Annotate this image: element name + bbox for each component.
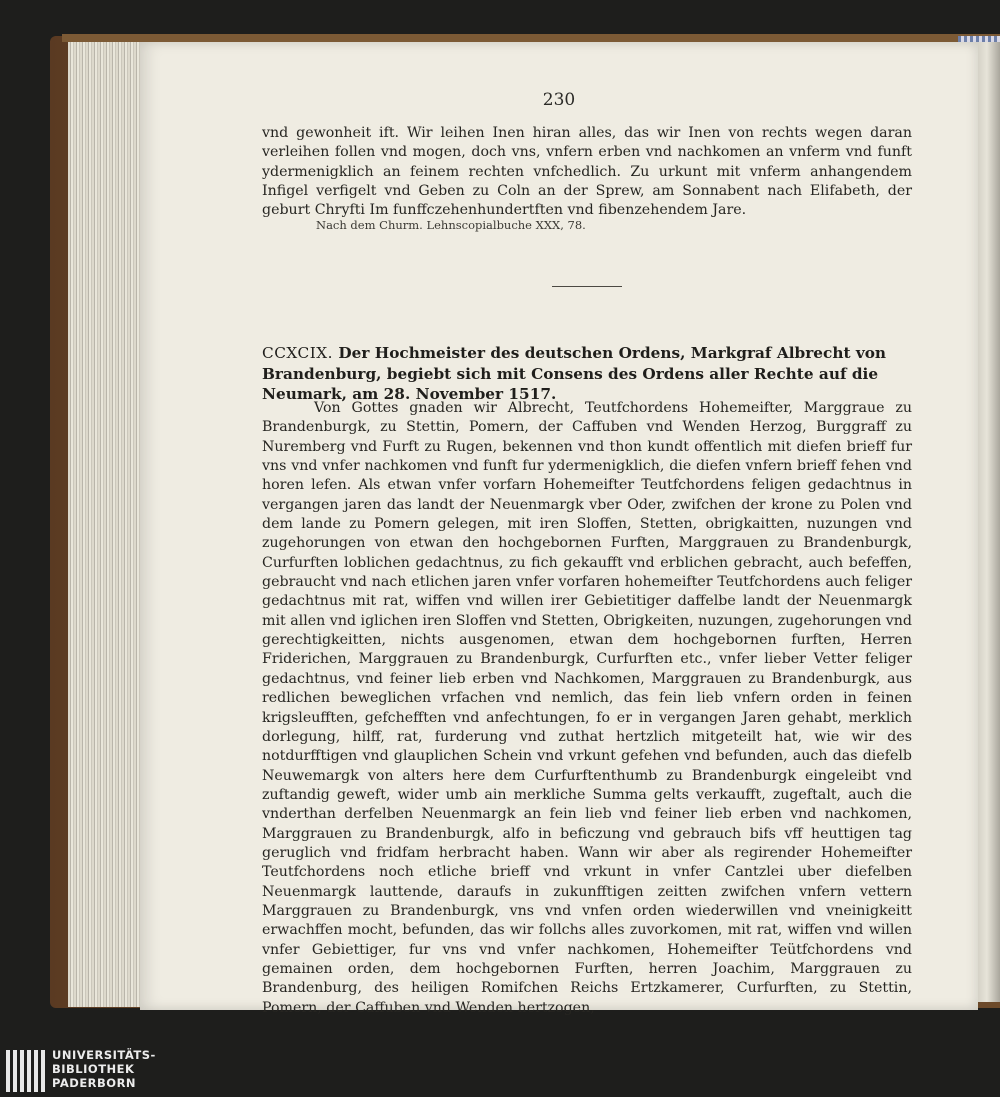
- main-paragraph: Von Gottes gnaden wir Albrecht, Teutfchordens Hohemeifter, Marggraue zu Brandenburgk, zu Stettin, Pomern, der Caffuben vnd Wenden Herzog, Burggraff zu Nuremberg vnd Furft zu Rugen, bekennen vnd thon kundt offentlich mit diefen brieff fur vns vnd vnfer nachkomen vnd funft fur ydermenigklich, die diefen vnfern brieff fehen vnd horen lefen. Als etwan vnfer vorfarn Hohemeifter Teutfchordens feligen gedachtnus in vergangen jaren das landt der Neuenmargk vber Oder, zwifchen der krone zu Polen vnd dem lande zu Pomern gelegen, mit iren Sloffen, Stetten, obrigkaitten, nuzungen vnd zugehorungen von etwan den hochgebornen Furften, Marggrauen zu Brandenburgk, Curfurften loblichen gedachtnus, zu fich gekaufft vnd erblichen gebracht, auch befeffen, gebraucht vnd nach etlichen jaren vnfer vorfaren hohemeifter Teutfchordens auch feliger gedachtnus mit rat, wiffen vnd willen irer Gebietitiger daffelbe landt der Neuenmargk mit allen vnd iglichen iren Sloffen vnd Stetten, Obrigkeiten, nuzungen, zugehorungen vnd gerechtigkeitten, nichts ausgenomen, etwan dem hochgebornen furften, Herren Friderichen, Marggrauen zu Brandenburgk, Curfurften etc., vnfer lieber Vetter feliger gedachtnus, vnd feiner lieb erben vnd Nachkomen, Marggrauen zu Brandenburgk, aus redlichen beweglichen vrfachen vnd nemlich, das fein lieb vnfern orden in feinen krigsleufften, gefchefften vnd anfechtungen, fo er in vergangen Jaren gehabt, merklich dorlegung, hilff, rat, furderung vnd zuthat hertzlich mitgeteilt hat, wie wir des notdurfftigen vnd glauplichen Schein vnd vrkunt gefehen vnd befunden, auch das diefelb Neuwemargk von alters here dem Curfurftenthumb zu Brandenburgk eingeleibt vnd zuftandig geweft, wider umb ain merkliche Summa gelts verkaufft, zugeftalt, auch die vnderthan derfelben Neuenmargk an fein lieb vnd feiner lieb erben vnd nachkomen, Marggrauen zu Brandenburgk, alfo in beficzung vnd gebrauch bifs vff heuttigen tag geruglich vnd fridfam herbracht haben. Wann wir aber als regirender Hohemeifter Teutfchordens noch etliche brieff vnd vrkunt in vnfer Cantzlei uber diefelben Neuenmargk lauttende, daraufs in zukunfftigen zeitten zwifchen vnfern vettern Marggrauen zu Brandenburgk, vns vnd vnfen orden wiederwillen vnd vneinigkeitt erwachffen mocht, befunden, das wir follchs alles zuvorkomen, mit rat, wiffen vnd willen vnfer Gebiettiger, fur vns vnd vnfer nachkomen, Hohemeifter Teütfchordens vnd gemainen orden, dem hochgebornen Furften, herren Joachim, Marggrauen zu Brandenburg, des heiligen Romifchen Reichs Ertzkamerer, Curfurften, zu Stettin, Pomern, der Caffuben vnd Wenden hertzogen,: [262, 400, 912, 1016]
- logo-line-3: PADERBORN: [52, 1076, 137, 1090]
- continuation-paragraph: vnd gewonheit ift. Wir leihen Inen hiran alles, das wir Inen von rechts wegen daran verleihen follen vnd mogen, doch vns, vnfern erben vnd nachkomen an vnferm vnd funft ydermenigklich an feinem rechten vnfchedlich. Zu urkunt mit vnferm anhangendem Infigel verfigelt vnd Geben zu Coln an der Sprew, am Sonnabent nach Elifabeth, der geburt Chryfti Im funffczehenhundertften vnd fibenzehendem Jare.: [262, 125, 912, 219]
- heading-number: CCXCIX.: [262, 344, 334, 362]
- library-logo-text: [52, 1048, 156, 1090]
- document-heading: [262, 343, 912, 405]
- cover-top-edge: [62, 34, 1000, 42]
- book-page: [140, 42, 978, 1016]
- library-logo-icon: [6, 1050, 46, 1092]
- library-footer: [0, 1046, 1000, 1097]
- page-edges: [68, 42, 146, 1007]
- heading-text: Der Hochmeister des deutschen Ordens, Markgraf Albrecht von Brandenburg, begiebt sich mit Consens des Ordens aller Rechte auf die Neumark, am 28. November 1517.: [262, 344, 887, 403]
- page-number: 230: [542, 90, 576, 110]
- logo-line-2: BIBLIOTHEK: [52, 1062, 135, 1076]
- right-page-edge: [978, 42, 1000, 1002]
- section-divider: [552, 286, 622, 287]
- logo-line-1: UNIVERSITÄTS-: [52, 1048, 156, 1062]
- source-note: Nach dem Churm. Lehnscopialbuche XXX, 78.: [316, 218, 586, 232]
